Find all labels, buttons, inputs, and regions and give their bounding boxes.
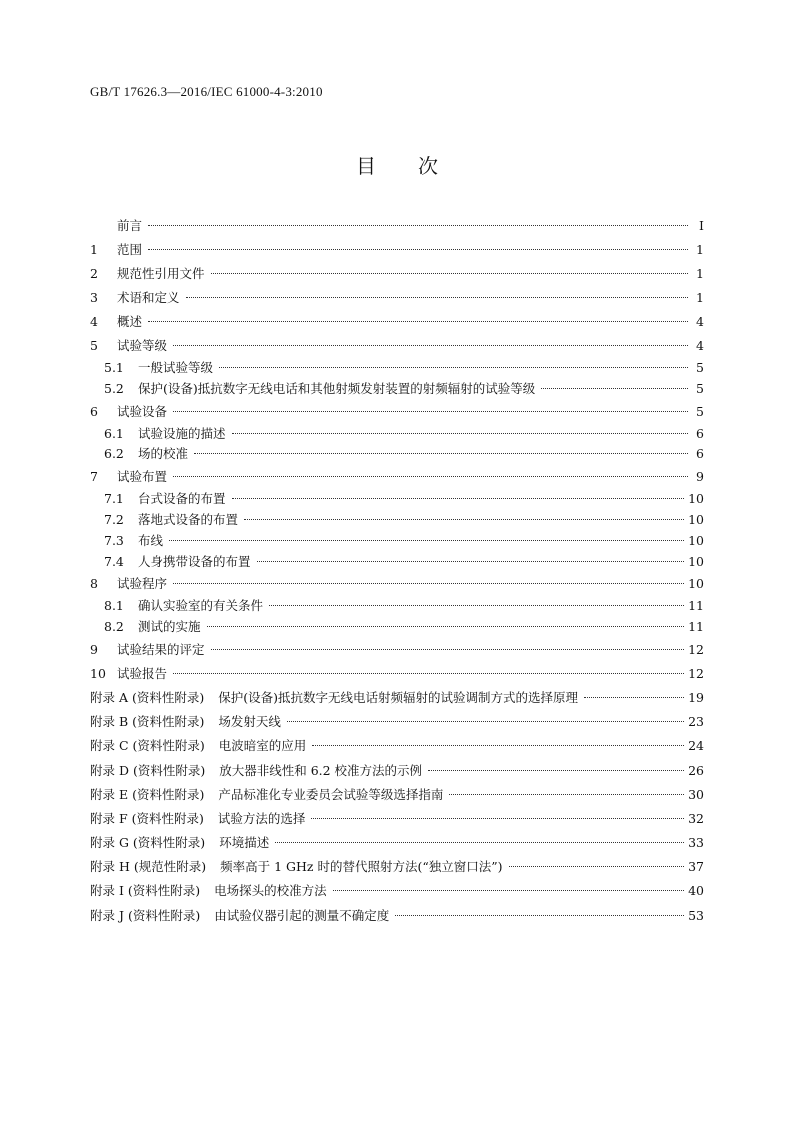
toc-entry[interactable] bbox=[90, 379, 704, 400]
toc-dot-leader bbox=[173, 410, 688, 412]
toc-entry-page: 10 bbox=[688, 491, 704, 507]
toc-entry-label: 电场探头的校准方法 bbox=[214, 883, 327, 899]
toc-entry-page: 4 bbox=[696, 338, 704, 353]
toc-dot-leader bbox=[509, 865, 685, 867]
toc-entry-page: 1 bbox=[696, 266, 704, 281]
toc-entry-number: 附录 H (规范性附录) bbox=[90, 859, 207, 875]
toc-dot-leader bbox=[232, 432, 688, 434]
toc-entry[interactable] bbox=[90, 358, 704, 379]
toc-entry-label: 环境描述 bbox=[219, 835, 270, 851]
toc-entry-number: 附录 F (资料性附录) bbox=[90, 810, 204, 826]
toc-entry-number: 7.2 bbox=[104, 511, 124, 527]
toc-entry-number: 附录 D (资料性附录) bbox=[90, 762, 206, 778]
toc-entry-page: 9 bbox=[696, 469, 704, 485]
toc-dot-leader bbox=[275, 841, 684, 843]
toc-entry-label: 电波暗室的应用 bbox=[218, 738, 307, 754]
toc-entry-number: 5 bbox=[90, 338, 98, 353]
toc-entry-number: 附录 B (资料性附录) bbox=[90, 714, 205, 730]
standard-code-header: GB/T 17626.3—2016/IEC 61000-4-3:2010 bbox=[90, 84, 323, 99]
toc-entry[interactable] bbox=[90, 710, 704, 734]
toc-dot-leader bbox=[232, 497, 685, 499]
toc-entry[interactable] bbox=[90, 510, 704, 531]
toc-dot-leader bbox=[211, 272, 688, 274]
toc-entry-page: 12 bbox=[688, 641, 704, 657]
toc-dot-leader bbox=[173, 672, 684, 674]
toc-entry-label: 试验设施的描述 bbox=[138, 425, 226, 441]
toc-dot-leader bbox=[428, 769, 684, 771]
toc-entry-number: 附录 E (资料性附录) bbox=[90, 786, 205, 802]
toc-dot-leader bbox=[148, 248, 688, 250]
toc-entry-number: 8.1 bbox=[104, 598, 124, 614]
toc-entry-page: 12 bbox=[688, 665, 704, 681]
toc-entry-label: 范围 bbox=[117, 242, 143, 257]
toc-entry-number: 1 bbox=[90, 242, 98, 257]
toc-entry-label: 产品标准化专业委员会试验等级选择指南 bbox=[218, 786, 444, 802]
toc-entry-number: 3 bbox=[90, 290, 98, 305]
toc-dot-leader bbox=[395, 914, 684, 916]
toc-entry-number: 7.3 bbox=[104, 532, 124, 548]
toc-entry-page: 1 bbox=[696, 242, 704, 257]
toc-dot-leader bbox=[257, 560, 685, 562]
toc-entry-label: 台式设备的布置 bbox=[138, 491, 226, 507]
toc-entry-label: 由试验仪器引起的测量不确定度 bbox=[214, 907, 390, 923]
toc-entry-page: 5 bbox=[696, 380, 704, 396]
toc-entry-label: 试验程序 bbox=[117, 576, 168, 592]
toc-entry-number: 9 bbox=[90, 641, 98, 657]
toc-entry-label: 概述 bbox=[117, 314, 143, 329]
toc-dot-leader bbox=[269, 604, 684, 606]
toc-entry[interactable] bbox=[90, 214, 704, 238]
toc-entry-number: 附录 G (资料性附录) bbox=[90, 835, 206, 851]
toc-entry-number: 6 bbox=[90, 403, 98, 419]
toc-entry-page: 26 bbox=[688, 762, 704, 778]
toc-entry-page: 23 bbox=[688, 714, 704, 730]
toc-entry-label: 放大器非线性和 6.2 校准方法的示例 bbox=[219, 762, 423, 778]
toc-dot-leader bbox=[173, 582, 684, 584]
toc-entry[interactable] bbox=[90, 686, 704, 710]
toc-entry[interactable] bbox=[90, 531, 704, 552]
toc-entry-page: 10 bbox=[688, 576, 704, 592]
toc-entry-label: 场发射天线 bbox=[218, 714, 281, 730]
toc-entry[interactable] bbox=[90, 310, 704, 334]
toc-entry-label: 试验布置 bbox=[117, 469, 168, 485]
toc-entry-label: 前言 bbox=[117, 218, 143, 233]
toc-entry-number: 4 bbox=[90, 314, 98, 329]
toc-entry[interactable] bbox=[90, 759, 704, 783]
toc-dot-leader bbox=[173, 475, 688, 477]
toc-entry-number: 附录 J (资料性附录) bbox=[90, 907, 201, 923]
toc-entry-label: 规范性引用文件 bbox=[117, 266, 205, 281]
toc-entry-page: 53 bbox=[688, 907, 704, 923]
toc-dot-leader bbox=[312, 744, 684, 746]
toc-dot-leader bbox=[186, 296, 688, 298]
toc-entry[interactable] bbox=[90, 617, 704, 638]
toc-entry-label: 术语和定义 bbox=[117, 290, 180, 305]
toc-entry-number: 附录 I (资料性附录) bbox=[90, 883, 201, 899]
toc-entry-label: 试验等级 bbox=[117, 338, 168, 353]
toc-dot-leader bbox=[449, 793, 684, 795]
toc-dot-leader bbox=[311, 817, 684, 819]
toc-entry[interactable] bbox=[90, 879, 704, 903]
toc-entry[interactable] bbox=[90, 855, 704, 879]
toc-entry-label: 试验方法的选择 bbox=[217, 810, 306, 826]
page-title: 目次 bbox=[356, 154, 480, 178]
toc-entry-page: 30 bbox=[688, 786, 704, 802]
toc-entry-number: 8.2 bbox=[104, 619, 124, 635]
toc-entry[interactable] bbox=[90, 783, 704, 807]
toc-entry[interactable] bbox=[90, 444, 704, 465]
toc-dot-leader bbox=[244, 518, 684, 520]
toc-entry-label: 试验报告 bbox=[117, 665, 168, 681]
toc-entry-label: 确认实验室的有关条件 bbox=[138, 598, 264, 614]
toc-entry-label: 一般试验等级 bbox=[138, 360, 214, 375]
toc-entry-number: 8 bbox=[90, 576, 98, 592]
toc-entry[interactable] bbox=[90, 238, 704, 262]
toc-entry-number: 6.1 bbox=[104, 425, 124, 441]
toc-entry-page: 4 bbox=[696, 314, 704, 329]
toc-entry[interactable] bbox=[90, 489, 704, 510]
toc-dot-leader bbox=[219, 366, 688, 368]
toc-entry[interactable] bbox=[90, 638, 704, 662]
toc-entry-page: 40 bbox=[688, 883, 704, 899]
toc-dot-leader bbox=[211, 648, 685, 650]
toc-dot-leader bbox=[541, 387, 688, 389]
toc-entry-page: 10 bbox=[688, 553, 704, 569]
toc-entry-number: 附录 A (资料性附录) bbox=[90, 689, 205, 705]
toc-entry[interactable] bbox=[90, 334, 704, 358]
toc-entry[interactable] bbox=[90, 904, 704, 928]
toc-entry-page: 11 bbox=[688, 598, 704, 614]
table-of-contents bbox=[90, 214, 704, 928]
toc-entry-number: 2 bbox=[90, 266, 98, 281]
toc-entry[interactable] bbox=[90, 662, 704, 686]
toc-entry[interactable] bbox=[90, 807, 704, 831]
toc-entry-page: 5 bbox=[696, 360, 704, 375]
toc-entry[interactable] bbox=[90, 424, 704, 445]
toc-entry-label: 保护(设备)抵抗数字无线电话和其他射频发射装置的射频辐射的试验等级 bbox=[138, 380, 536, 396]
toc-entry[interactable] bbox=[90, 831, 704, 855]
toc-entry-number: 6.2 bbox=[104, 446, 124, 462]
toc-entry-number: 10 bbox=[90, 665, 106, 681]
toc-entry-page: 33 bbox=[688, 835, 704, 851]
toc-dot-leader bbox=[194, 452, 688, 454]
toc-entry[interactable] bbox=[90, 596, 704, 617]
toc-entry-page: 6 bbox=[696, 446, 704, 462]
toc-entry[interactable] bbox=[90, 286, 704, 310]
toc-entry[interactable] bbox=[90, 734, 704, 758]
toc-entry[interactable] bbox=[90, 262, 704, 286]
toc-dot-leader bbox=[207, 625, 685, 627]
toc-entry-page: 24 bbox=[688, 738, 704, 754]
toc-dot-leader bbox=[169, 539, 684, 541]
toc-entry-page: 1 bbox=[696, 290, 704, 305]
toc-entry-page: 32 bbox=[688, 810, 704, 826]
toc-entry-page: 10 bbox=[688, 511, 704, 527]
toc-entry[interactable] bbox=[90, 552, 704, 573]
toc-entry-page: 37 bbox=[688, 859, 704, 875]
toc-entry-page: 10 bbox=[688, 532, 704, 548]
toc-entry-number: 5.1 bbox=[104, 360, 124, 375]
toc-entry-page: 11 bbox=[688, 619, 704, 635]
toc-dot-leader bbox=[584, 696, 684, 698]
toc-entry-number: 7 bbox=[90, 469, 98, 485]
toc-entry-number: 7.4 bbox=[104, 553, 124, 569]
toc-entry[interactable] bbox=[90, 572, 704, 596]
toc-entry-label: 频率高于 1 GHz 时的替代照射方法(“独立窗口法”) bbox=[220, 859, 503, 875]
toc-entry-page: 19 bbox=[688, 689, 704, 705]
toc-dot-leader bbox=[148, 224, 688, 226]
toc-entry[interactable] bbox=[90, 400, 704, 424]
toc-entry-label: 试验结果的评定 bbox=[117, 641, 205, 657]
toc-entry-page: Ⅰ bbox=[699, 218, 704, 233]
toc-entry-page: 6 bbox=[696, 425, 704, 441]
toc-entry-number: 5.2 bbox=[104, 380, 124, 396]
toc-entry-label: 测试的实施 bbox=[138, 619, 201, 635]
toc-dot-leader bbox=[148, 320, 688, 322]
toc-entry-number: 附录 C (资料性附录) bbox=[90, 738, 205, 754]
toc-entry-label: 保护(设备)抵抗数字无线电话射频辐射的试验调制方式的选择原理 bbox=[218, 689, 578, 705]
toc-entry-label: 人身携带设备的布置 bbox=[138, 553, 251, 569]
toc-entry-label: 场的校准 bbox=[138, 446, 189, 462]
toc-dot-leader bbox=[287, 720, 684, 722]
toc-entry-label: 落地式设备的布置 bbox=[138, 511, 239, 527]
toc-entry-number: 7.1 bbox=[104, 491, 124, 507]
toc-dot-leader bbox=[333, 889, 684, 891]
toc-entry[interactable] bbox=[90, 465, 704, 489]
toc-dot-leader bbox=[173, 344, 688, 346]
toc-entry-label: 试验设备 bbox=[117, 403, 168, 419]
toc-entry-page: 5 bbox=[696, 403, 704, 419]
toc-entry-label: 布线 bbox=[138, 532, 164, 548]
